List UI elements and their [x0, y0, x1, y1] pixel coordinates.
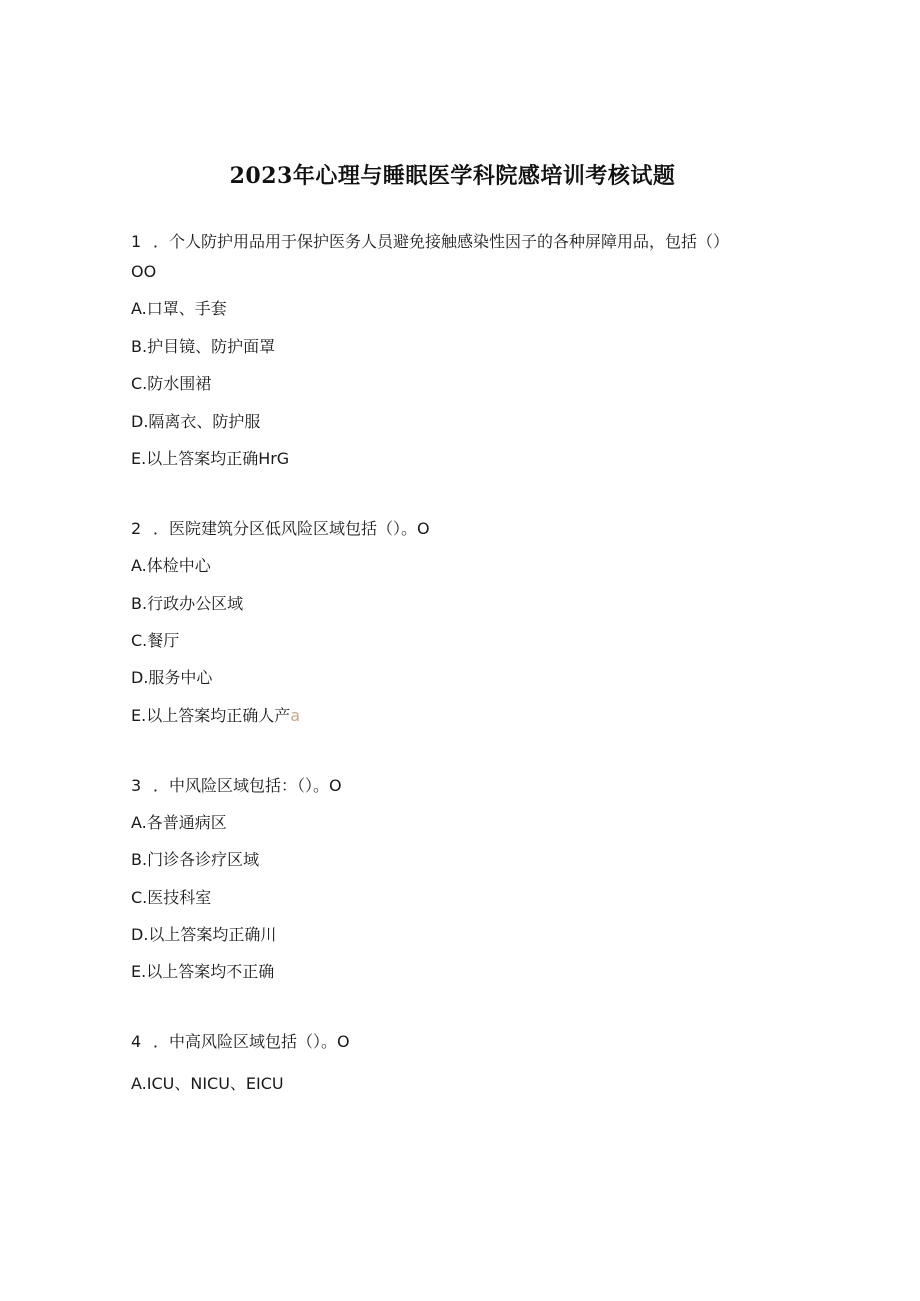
question-1-option-e: E.以上答案均正确HrG	[131, 449, 290, 468]
question-1-option-c: C.防水围裙	[131, 374, 212, 393]
question-1-option-b: B.护目镜、防护面罩	[131, 337, 276, 356]
question-1-stem-cont: OO	[131, 262, 157, 281]
question-text: ．中高风险区域包括（）。O	[153, 1032, 350, 1051]
question-2-option-e	[131, 706, 300, 726]
question-1-stem	[131, 232, 729, 252]
question-1-option-a: A.口罩、手套	[131, 299, 227, 318]
question-text: ．个人防护用品用于保护医务人员避免接触感染性因子的各种屏障用品，包括（）	[153, 232, 730, 251]
question-1-option-d: D.隔离衣、防护服	[131, 412, 261, 431]
question-text: ．医院建筑分区低风险区域包括（）。O	[153, 519, 430, 538]
question-3-option-b: B.门诊各诊疗区域	[131, 850, 260, 869]
question-2-option-a: A.体检中心	[131, 556, 211, 575]
document-title: 2023年心理与睡眠医学科院感培训考核试题	[229, 163, 676, 189]
question-3-option-d: D.以上答案均正确川	[131, 925, 277, 944]
question-4-option-a: A.ICU、NICU、EICU	[131, 1074, 284, 1093]
question-2-option-b: B.行政办公区域	[131, 594, 244, 613]
question-2-option-d: D.服务中心	[131, 668, 213, 687]
question-3-option-e: E.以上答案均不正确	[131, 962, 275, 981]
question-2-stem	[131, 519, 430, 539]
question-3-option-c: C.医技科室	[131, 888, 212, 907]
question-number: 2	[131, 519, 142, 538]
question-number: 4	[131, 1032, 142, 1051]
question-4-stem	[131, 1032, 350, 1052]
question-3-option-a: A.各普通病区	[131, 813, 227, 832]
question-3-stem	[131, 776, 342, 796]
question-2-option-c: C.餐厅	[131, 631, 180, 650]
question-text: ．中风险区域包括：（）。O	[153, 776, 342, 795]
stray-mark: a	[290, 706, 301, 725]
question-number: 3	[131, 776, 142, 795]
option-text: E.以上答案均正确人产	[131, 706, 291, 725]
question-number: 1	[131, 232, 142, 251]
